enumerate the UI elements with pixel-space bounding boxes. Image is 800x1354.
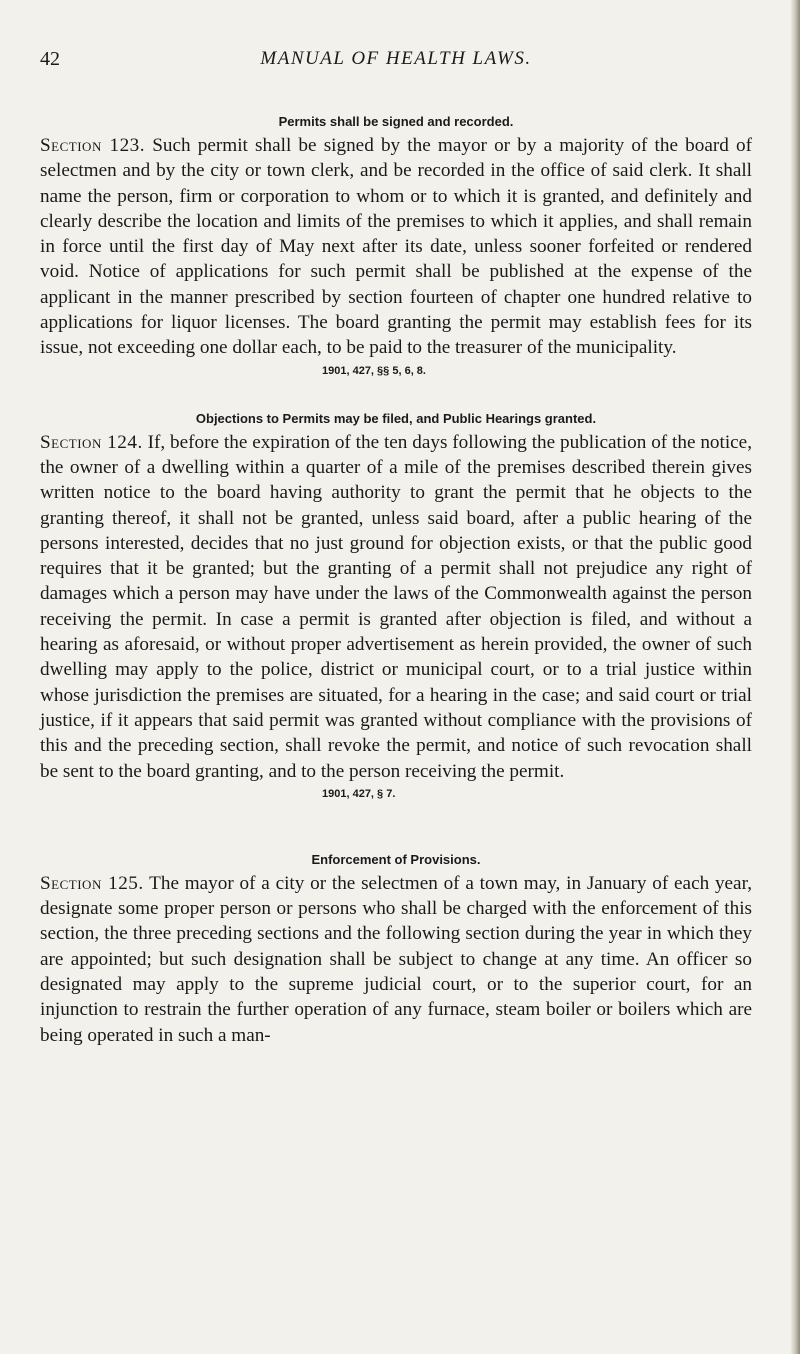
section-label: Section 123. — [40, 135, 146, 156]
section-123 — [40, 114, 752, 377]
section-citation: 1901, 427, §§ 5, 6, 8. — [322, 364, 426, 377]
section-citation: 1901, 427, § 7. — [322, 787, 396, 800]
section-text: The mayor of a city or the selectmen of a town may, in January of each year, designate some proper person or persons who shall be charged with the enforcement of this section, the three preceding sections and the following section during the year in which they are appointed; but such designation shall be subject to change at any time. An officer so designated may apply to the supreme judicial court, or to the superior court, for an injunction to restrain the further operation of any furnace, steam boiler or boilers which are being operated in such a man- — [40, 872, 752, 1046]
section-label: Section 124. — [40, 431, 143, 453]
section-124 — [40, 411, 752, 800]
section-heading: Permits shall be signed and recorded. — [278, 114, 514, 129]
section-body — [40, 133, 752, 361]
section-label: Section 125. — [40, 872, 144, 894]
section-body — [40, 871, 752, 1048]
section-body — [40, 430, 752, 784]
section-heading: Enforcement of Provisions. — [311, 851, 481, 867]
section-125 — [40, 852, 752, 1048]
section-text: Such permit shall be signed by the mayor or by a majority of the board of selectmen and by the city or town clerk, and be recorded in the office of said clerk. It shall name the person, firm or corporation to whom or to which it is granted, and definitely and clearly describe the location and limits of the premises to which it applies, and shall remain in force until the first day of May next after its date, unless sooner forfeited or rendered void. Notice of applications for such permit shall be published at the expense of the applicant in the manner prescribed by section fourteen of chapter one hundred relative to applications for liquor licenses. The board granting the permit may establish fees for its issue, not exceeding one dollar each, to be paid to the treasurer of the municipality. — [40, 135, 752, 359]
book-page — [40, 48, 752, 1048]
section-heading: Objections to Permits may be filed, and Public Hearings granted. — [195, 410, 597, 426]
running-title: MANUAL OF HEALTH LAWS. — [260, 48, 532, 69]
page-edge-shadow — [790, 0, 800, 1354]
running-head — [40, 48, 752, 78]
page-number: 42 — [40, 48, 60, 70]
section-text: If, before the expiration of the ten days following the publication of the notice, the owner of a dwelling within a quarter of a mile of the premises described therein gives written notice to the board having authority to grant the permit that he objects to the granting thereof, it shall not be granted, unless said board, after a public hearing of the persons interested, decides that no just ground for objection exists, or that the public good requires that it be granted; but the granting of a permit shall not prejudice any right of damages which a person may have under the laws of the Commonwealth against the person receiving the permit. In case a permit is granted after objection is filed, and without a hearing as aforesaid, or without proper advertisement as herein provided, the owner of such dwelling may apply to the police, district or municipal court, or to a trial justice within whose jurisdiction the premises are situated, for a hearing in the case; and said court or trial justice, if it appears that said permit was granted without compliance with the provisions of this and the preceding section, shall revoke the permit, and notice of such revocation shall be sent to the board granting, and to the person receiving the permit. — [40, 431, 753, 782]
